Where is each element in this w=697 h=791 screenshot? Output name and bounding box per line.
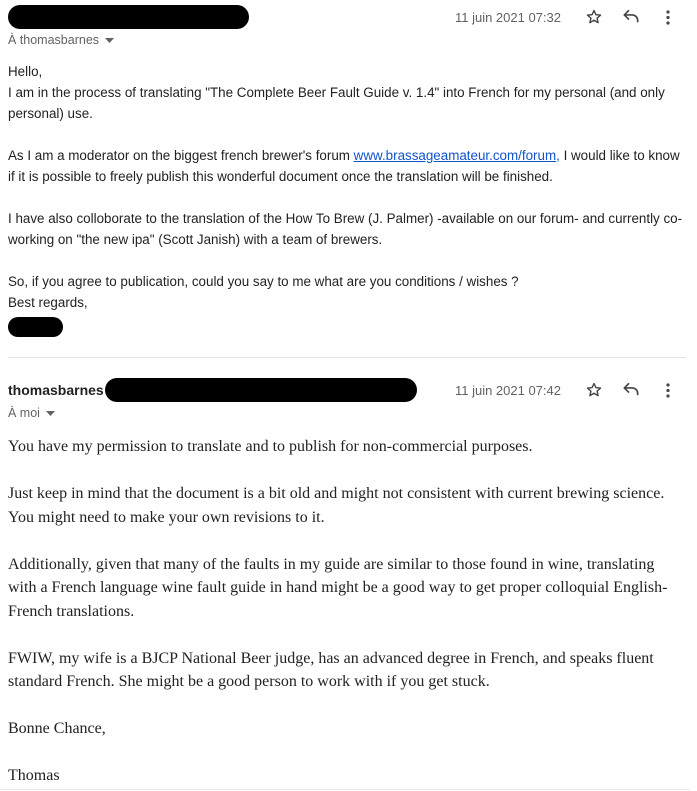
message-2-recipient-toggle[interactable] <box>8 404 55 422</box>
paragraph: FWIW, my wife is a BJCP National Beer judge, has an advanced degree in French, and speaks fluent standard French. She might be a good person to work with if you get stuck. <box>8 649 654 690</box>
more-options-icon[interactable] <box>649 4 686 30</box>
message-2-sender <box>8 378 417 402</box>
star-icon[interactable] <box>575 377 612 403</box>
message-1-recipient-toggle[interactable] <box>8 31 114 49</box>
more-options-icon[interactable] <box>649 377 686 403</box>
reply-icon[interactable] <box>612 4 649 30</box>
message-date: 11 juin 2021 07:32 <box>454 9 561 25</box>
redacted-sender-name <box>8 5 249 29</box>
paragraph-text: I would like to know if it is possible to freely publish this wonderful document once the translation will be finished. <box>8 148 680 184</box>
paragraph: I have also colloborate to the translation of the How To Brew (J. Palmer) -available on our forum- and currently co-working on "the new ipa" (Scott Janish) with a team of brewers. <box>8 211 683 247</box>
message-1 <box>8 4 686 337</box>
signature-line: Thomas <box>8 767 60 784</box>
chevron-down-icon <box>105 38 114 43</box>
paragraph: So, if you agree to publication, could you say to me what are you conditions / wishes ? <box>8 274 519 289</box>
message-1-actions <box>455 4 686 30</box>
message-date: 11 juin 2021 07:42 <box>454 382 561 398</box>
message-1-header <box>8 4 686 30</box>
paragraph: Just keep in mind that the document is a bit old and might not consistent with current brewing science. You might need to make your own revisions to it. <box>8 485 665 526</box>
closing-line: Best regards, <box>8 295 88 310</box>
paragraph: You have my permission to translate and to publish for non-commercial purposes. <box>8 438 533 455</box>
reply-icon[interactable] <box>612 377 649 403</box>
message-1-body <box>8 61 686 337</box>
star-icon[interactable] <box>575 4 612 30</box>
bottom-divider <box>0 789 690 790</box>
greeting-line: Hello, <box>8 64 43 79</box>
recipient-label: À thomasbarnes <box>8 33 100 47</box>
sender-name: thomasbarnes <box>8 382 104 398</box>
message-2 <box>8 377 686 788</box>
closing-line: Bonne Chance, <box>8 720 106 737</box>
paragraph <box>8 145 686 187</box>
message-2-actions <box>455 377 686 403</box>
redacted-signature <box>8 317 63 337</box>
link-comma: , <box>556 148 560 163</box>
message-2-header <box>8 377 686 403</box>
redacted-sender-email <box>105 378 417 402</box>
recipient-label: À moi <box>8 406 40 420</box>
paragraph-text: As I am a moderator on the biggest french brewer's forum <box>8 148 354 163</box>
message-divider <box>8 357 686 358</box>
paragraph: Additionally, given that many of the faults in my guide are similar to those found in wine, translating with a French language wine fault guide in hand might be a good way to get proper colloquial English-French translations. <box>8 555 668 620</box>
message-1-sender <box>8 5 249 29</box>
message-2-body <box>8 435 686 788</box>
chevron-down-icon <box>46 411 55 416</box>
paragraph: I am in the process of translating "The Complete Beer Fault Guide v. 1.4" into French for my personal (and only personal) use. <box>8 85 665 121</box>
email-thread <box>0 4 697 788</box>
forum-link[interactable]: www.brassageamateur.com/forum <box>353 148 557 163</box>
